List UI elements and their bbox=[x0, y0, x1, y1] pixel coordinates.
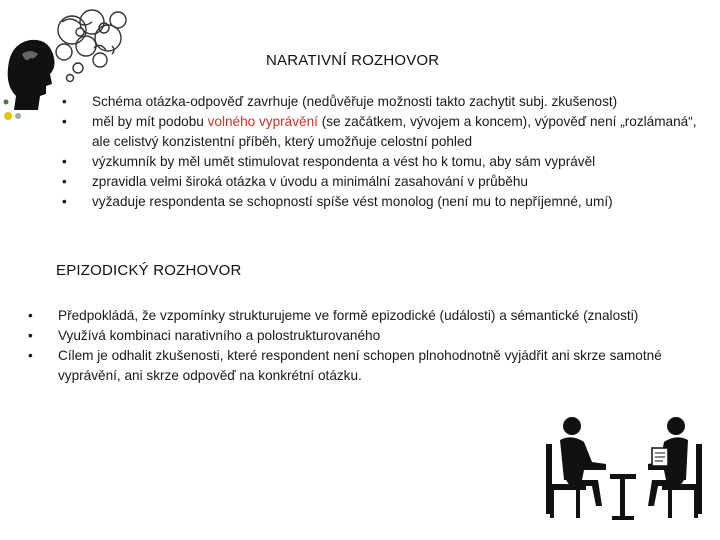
bullet: • bbox=[28, 328, 33, 343]
bullet: • bbox=[28, 348, 33, 363]
list-item-text: Cílem je odhalit zkušenosti, které respondent není schopen plnohodnotně vyjádřit ani skrze samotné vyprávění, ani skrze odpověď na konkrétní otázku. bbox=[58, 348, 662, 383]
highlighted-phrase: volného vyprávění bbox=[207, 114, 318, 129]
list-item-text: zpravidla velmi široká otázka v úvodu a minimální zasahování v průběhu bbox=[92, 174, 528, 189]
section-title-narrative: NARATIVNÍ ROZHOVOR bbox=[266, 52, 440, 69]
list-item-text: Předpokládá, že vzpomínky strukturujeme ve formě epizodické (události) a sémantické (znalosti) bbox=[58, 308, 639, 323]
list-item-text: výzkumník by měl umět stimulovat respondenta a vést ho k tomu, aby sám vyprávěl bbox=[92, 154, 596, 169]
list-item-text-after: (se začátkem, vývojem a koncem), výpověď není „rozlámaná“, ale celistvý konzistentní příběh, který umožňuje celostní pohled bbox=[92, 114, 697, 149]
list-item bbox=[60, 172, 715, 192]
list-item-text: Schéma otázka-odpověď zavrhuje (nedůvěřuje možnosti takto zachytit subj. zkušenost) bbox=[92, 94, 618, 109]
episodic-bullet-list bbox=[26, 306, 686, 386]
bullet: • bbox=[28, 308, 33, 323]
bullet: • bbox=[62, 194, 67, 209]
bullet: • bbox=[62, 174, 67, 189]
list-item-text: vyžaduje respondenta se schopností spíše vést monolog (není mu to nepříjemné, umí) bbox=[92, 194, 613, 209]
bullet: • bbox=[62, 94, 67, 109]
list-item bbox=[26, 346, 686, 386]
bullet: • bbox=[62, 154, 67, 169]
list-item-text-before: měl by mít podobu bbox=[92, 114, 208, 129]
list-item bbox=[26, 306, 686, 326]
list-item-text: Využívá kombinaci narativního a polostrukturovaného bbox=[58, 328, 381, 343]
list-item bbox=[60, 92, 715, 112]
list-item bbox=[60, 152, 715, 172]
narrative-bullet-list bbox=[60, 92, 715, 212]
list-item bbox=[60, 192, 715, 212]
list-item bbox=[26, 326, 686, 346]
bullet: • bbox=[62, 114, 67, 129]
conversation-illustration bbox=[536, 410, 712, 530]
section-title-episodic: EPIZODICKÝ ROZHOVOR bbox=[56, 262, 242, 279]
list-item bbox=[60, 112, 715, 152]
